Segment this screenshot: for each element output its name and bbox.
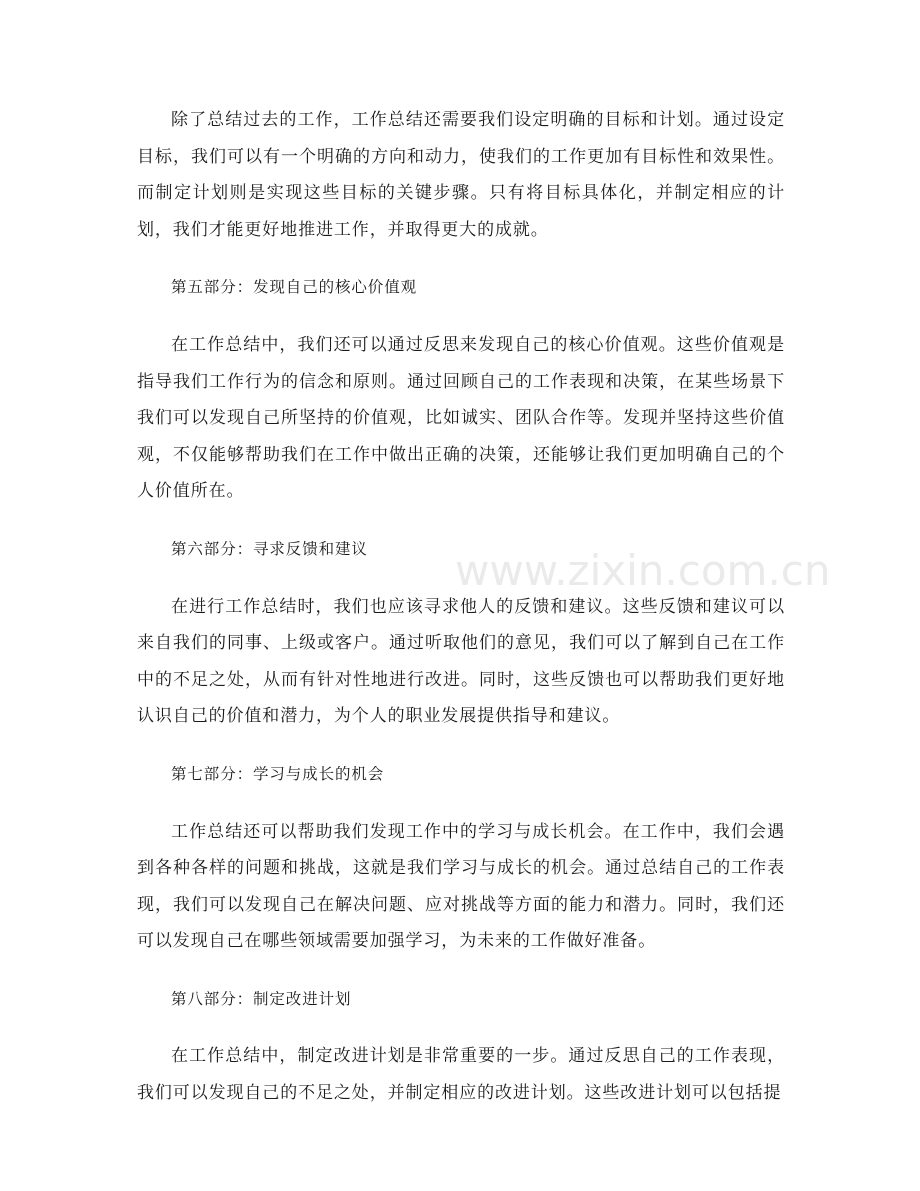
paragraph-learning: 工作总结还可以帮助我们发现工作中的学习与成长机会。在工作中，我们会遇到各种各样的问题和挑战，这就是我们学习与成长的机会。通过总结自己的工作表现，我们可以发现自己在解决问题、应对挑战等方面的能力和潜力。同时，我们还可以发现自己在哪些领域需要加强学习，为未来的工作做好准备。 xyxy=(137,821,785,952)
spacer xyxy=(137,735,785,756)
paragraph-core-values: 在工作总结中，我们还可以通过反思来发现自己的核心价值观。这些价值观是指导我们工作行为的信念和原则。通过回顾自己的工作表现和决策，在某些场景下我们可以发现自己所坚持的价值观，比如诚实、团队合作等。发现并坚持这些价值观，不仅能够帮助我们在工作中做出正确的决策，还能够让我们更加明确自己的个人价值所在。 xyxy=(137,334,785,502)
paragraph-goals: 除了总结过去的工作，工作总结还需要我们设定明确的目标和计划。通过设定目标，我们可以有一个明确的方向和动力，使我们的工作更加有目标性和效果性。而制定计划则是实现这些目标的关键步骤。只有将目标具体化，并制定相应的计划，我们才能更好地推进工作，并取得更大的成就。 xyxy=(137,110,785,240)
section-heading-5: 第五部分：发现自己的核心价值观 xyxy=(171,278,418,297)
section-heading-8: 第八部分：制定改进计划 xyxy=(171,989,352,1008)
section-heading-6: 第六部分：寻求反馈和建议 xyxy=(171,539,368,558)
paragraph-feedback: 在进行工作总结时，我们也应该寻求他人的反馈和建议。这些反馈和建议可以来自我们的同事、上级或客户。通过听取他们的意见，我们可以了解到自己在工作中的不足之处，从而有针对性地进行改进。同时，这些反馈也可以帮助我们更好地认识自己的价值和潜力，为个人的职业发展提供指导和建议。 xyxy=(137,596,785,727)
spacer xyxy=(137,568,785,589)
spacer xyxy=(137,306,785,327)
spacer xyxy=(137,793,785,814)
spacer xyxy=(137,248,785,269)
spacer xyxy=(137,960,785,981)
watermark-text: www.zixin.com.cn xyxy=(455,546,831,595)
spacer xyxy=(137,1017,785,1038)
section-heading-7: 第七部分：学习与成长的机会 xyxy=(171,764,385,783)
spacer xyxy=(137,510,785,531)
paragraph-improvement: 在工作总结中，制定改进计划是非常重要的一步。通过反思自己的工作表现，我们可以发现自己的不足之处，并制定相应的改进计划。这些改进计划可以包括提 xyxy=(137,1046,785,1104)
document-page xyxy=(137,102,785,1112)
